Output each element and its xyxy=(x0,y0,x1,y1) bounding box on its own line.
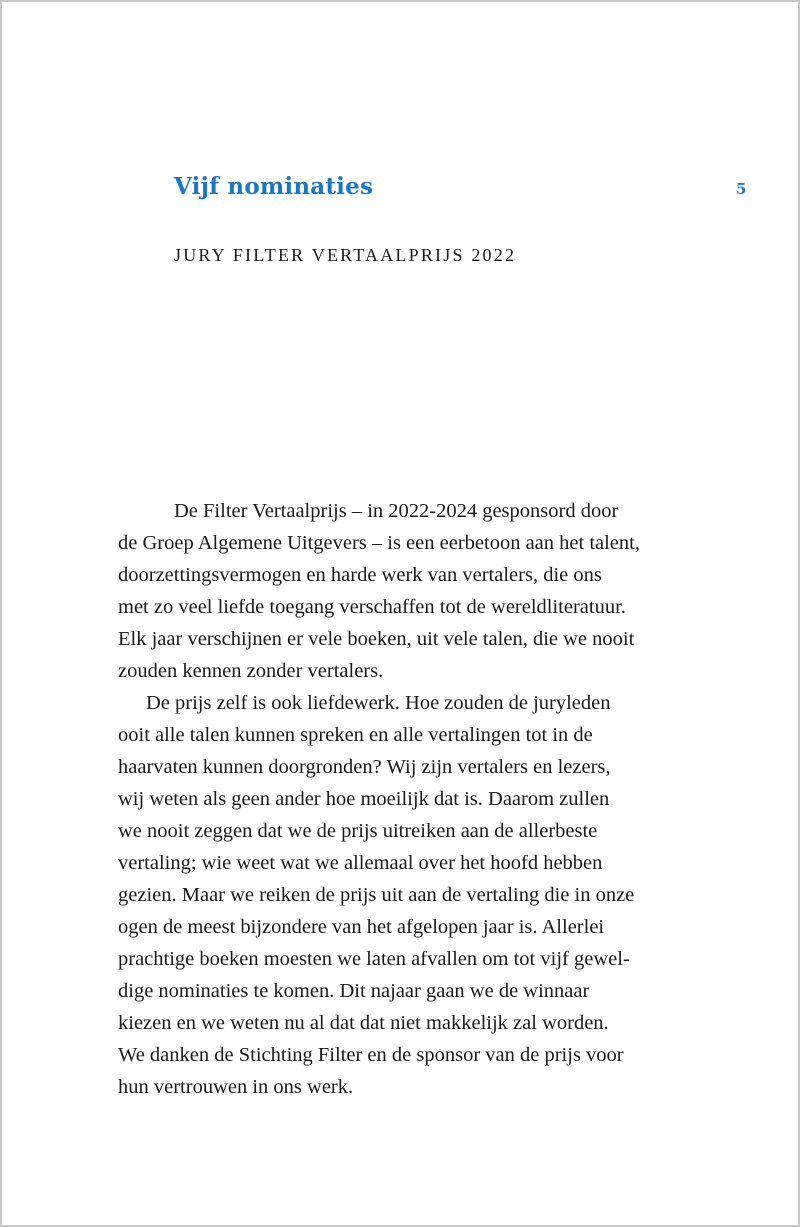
page-number: 5 xyxy=(736,180,747,198)
body-line: hun vertrouwen in ons werk. xyxy=(118,1076,354,1098)
body-text xyxy=(118,495,718,1103)
author-byline: JURY FILTER VERTAALPRIJS 2022 xyxy=(174,245,517,265)
body-line: zouden kennen zonder vertalers. xyxy=(118,660,384,682)
body-line: we nooit zeggen dat we de prijs uitreiken aan de allerbeste xyxy=(118,820,598,842)
body-line: met zo veel liefde toegang verschaffen tot de wereldliteratuur. xyxy=(118,596,626,618)
body-line: ooit alle talen kunnen spreken en alle vertalingen tot in de xyxy=(118,724,593,746)
body-line: wij weten als geen ander hoe moeilijk dat is. Daarom zullen xyxy=(118,788,610,810)
body-line: de Groep Algemene Uitgevers – is een eerbetoon aan het talent, xyxy=(118,532,640,554)
body-line: De prijs zelf is ook liefdewerk. Hoe zouden de juryleden xyxy=(146,692,611,714)
body-line: We danken de Stichting Filter en de sponsor van de prijs voor xyxy=(118,1044,624,1066)
body-line: ogen de meest bijzondere van het afgelopen jaar is. Allerlei xyxy=(118,916,605,938)
chapter-title: Vijf nominaties xyxy=(174,173,374,200)
body-line: Elk jaar verschijnen er vele boeken, uit vele talen, die we nooit xyxy=(118,628,635,650)
body-line: kiezen en we weten nu al dat dat niet makkelijk zal worden. xyxy=(118,1012,609,1034)
body-line: haarvaten kunnen doorgronden? Wij zijn vertalers en lezers, xyxy=(118,756,611,778)
body-line: prachtige boeken moesten we laten afvallen om tot vijf gewel- xyxy=(118,948,630,970)
body-line: De Filter Vertaalprijs – in 2022-2024 gesponsord door xyxy=(174,500,619,522)
body-line: gezien. Maar we reiken de prijs uit aan de vertaling die in onze xyxy=(118,884,635,906)
body-line: doorzettingsvermogen en harde werk van vertalers, die ons xyxy=(118,564,602,586)
body-line: dige nominaties te komen. Dit najaar gaan we de winnaar xyxy=(118,980,590,1002)
body-line: vertaling; wie weet wat we allemaal over het hoofd hebben xyxy=(118,852,603,874)
